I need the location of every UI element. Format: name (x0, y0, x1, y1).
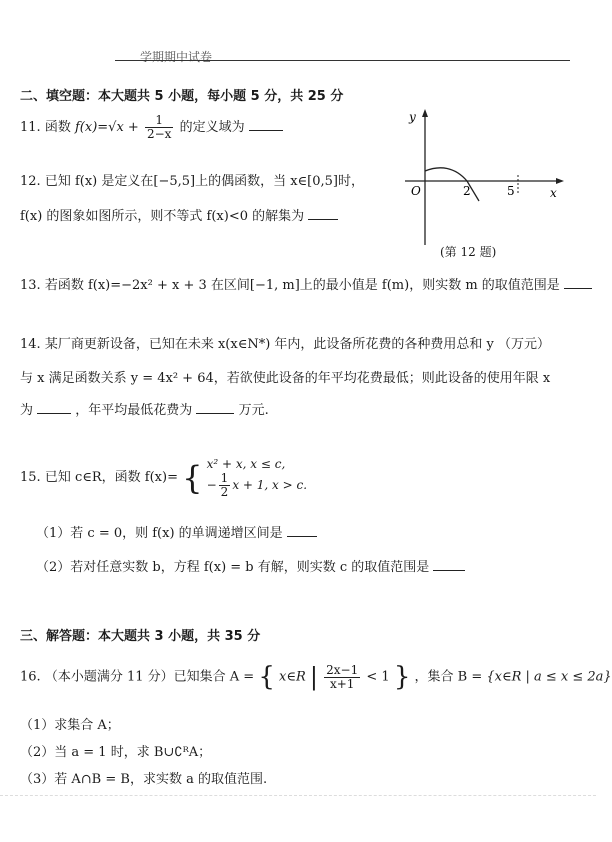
question-11 (20, 114, 283, 141)
answer-blank[interactable] (249, 118, 283, 131)
question-15-part2 (36, 556, 465, 575)
set-bar: | (309, 663, 318, 691)
set-brace-open: { (258, 662, 275, 692)
question-16-part2: （2）当 a = 1 时，求 B∪∁ᴿA； (20, 745, 212, 760)
header-rule (115, 60, 570, 61)
question-number: 15. (20, 470, 41, 485)
q12-text-1: 已知 f(x) 是定义在[−5,5]上的偶函数，当 x∈[0,5]时， (44, 174, 364, 189)
graph-caption: (第 12 题) (440, 245, 497, 259)
piecewise-cases (207, 456, 307, 499)
fraction-numerator: 1 (145, 114, 173, 128)
setA-condition: < 1 (366, 669, 390, 685)
fraction-denominator: 2−x (146, 127, 172, 141)
setA-fraction (324, 664, 360, 691)
page-bottom-rule (0, 795, 596, 796)
section3-title: 三、解答题：本大题共 3 小题，共 35 分 (20, 629, 261, 644)
x-axis-arrow (556, 178, 564, 184)
question-number: 16. (20, 669, 41, 685)
q13-text: 若函数 f(x)=−2x² + x + 3 在区间[−1, m]上的最小值是 f(m)，则实数 m 的取值范围是 (44, 278, 560, 293)
setA-prefix: x∈R (279, 669, 306, 685)
fraction-numerator: 1 (220, 471, 229, 485)
q14-text-3b: ，年平均最低花费为 (75, 403, 193, 418)
question-13 (20, 274, 592, 293)
question-14-line1 (20, 333, 550, 352)
y-axis-arrow (422, 109, 428, 117)
question-15 (20, 456, 307, 499)
page-header: 学期期中试卷 (140, 50, 213, 64)
answer-blank[interactable] (287, 524, 317, 537)
question-number: 13. (20, 278, 41, 293)
question-15-part1 (36, 522, 317, 541)
case2-sign: − (206, 478, 217, 492)
question-16 (20, 662, 612, 692)
fraction-denominator: x+1 (329, 676, 355, 691)
graph-tick-2: 2 (463, 184, 471, 198)
q14-text-1: 某厂商更新设备，已知在未来 x(x∈N*) 年内，此设备所花费的各种费用总和 y （万元） (44, 337, 551, 352)
piecewise-brace: { (182, 458, 203, 497)
q11-func: f(x)=√x + (74, 120, 139, 135)
graph-tick-5: 5 (507, 184, 515, 198)
q12-text-2: f(x) 的图象如图所示，则不等式 f(x)<0 的解集为 (20, 209, 305, 224)
question-16-part3: （3）若 A∩B = B，求实数 a 的取值范围. (20, 772, 268, 787)
question-14-line2 (20, 367, 550, 386)
q14-text-3a: 为 (20, 403, 34, 418)
q11-fraction (145, 114, 173, 141)
graph-y-label: y (409, 110, 416, 124)
case2-rest: x + 1, x > c. (232, 478, 308, 492)
answer-blank[interactable] (433, 558, 465, 571)
section2-title: 二、填空题：本大题共 5 小题，每小题 5 分，共 25 分 (20, 89, 344, 104)
answer-blank-years[interactable] (37, 401, 71, 414)
question-number: 14. (20, 337, 41, 352)
answer-blank[interactable] (308, 207, 338, 220)
answer-blank[interactable] (564, 276, 592, 289)
question-16-part1: （1）求集合 A； (20, 718, 120, 733)
fraction-denominator: 2 (220, 485, 229, 499)
q12-function-graph (395, 105, 575, 255)
piecewise-case-2 (207, 472, 307, 499)
q16-pre: （本小题满分 11 分）已知集合 A = (44, 669, 255, 685)
q14-text-2: 与 x 满足函数关系 y = 4x² + 64，若欲使此设备的年平均花费最低；则此设备的使用年限 x (20, 371, 551, 386)
fraction-numerator: 2x−1 (326, 662, 359, 677)
piecewise-case-1: x² + x, x ≤ c, (206, 457, 286, 471)
question-number: 12. (20, 174, 41, 189)
q15-pre: 已知 c∈R，函数 f(x)= (44, 470, 178, 485)
q16-mid: ，集合 B = (414, 669, 483, 685)
q15-sub1-text: （1）若 c = 0，则 f(x) 的单调递增区间是 (36, 526, 283, 541)
q14-text-3c: 万元. (238, 403, 269, 418)
question-12-line1 (20, 170, 364, 189)
graph-curve (425, 168, 479, 201)
q11-pre: 函数 (44, 120, 71, 135)
q15-sub2-text: （2）若对任意实数 b，方程 f(x) = b 有解，则实数 c 的取值范围是 (36, 560, 430, 575)
question-number: 11. (20, 120, 41, 135)
set-brace-close: } (393, 662, 411, 692)
q11-post: 的定义域为 (179, 120, 245, 135)
graph-origin-label: O (411, 184, 421, 198)
answer-blank-cost[interactable] (196, 401, 234, 414)
question-14-line3 (20, 399, 269, 418)
setB: {x∈R | a ≤ x ≤ 2a} (486, 669, 612, 685)
case2-fraction (219, 472, 231, 499)
graph-x-label: x (550, 186, 557, 200)
question-12-line2 (20, 205, 338, 224)
